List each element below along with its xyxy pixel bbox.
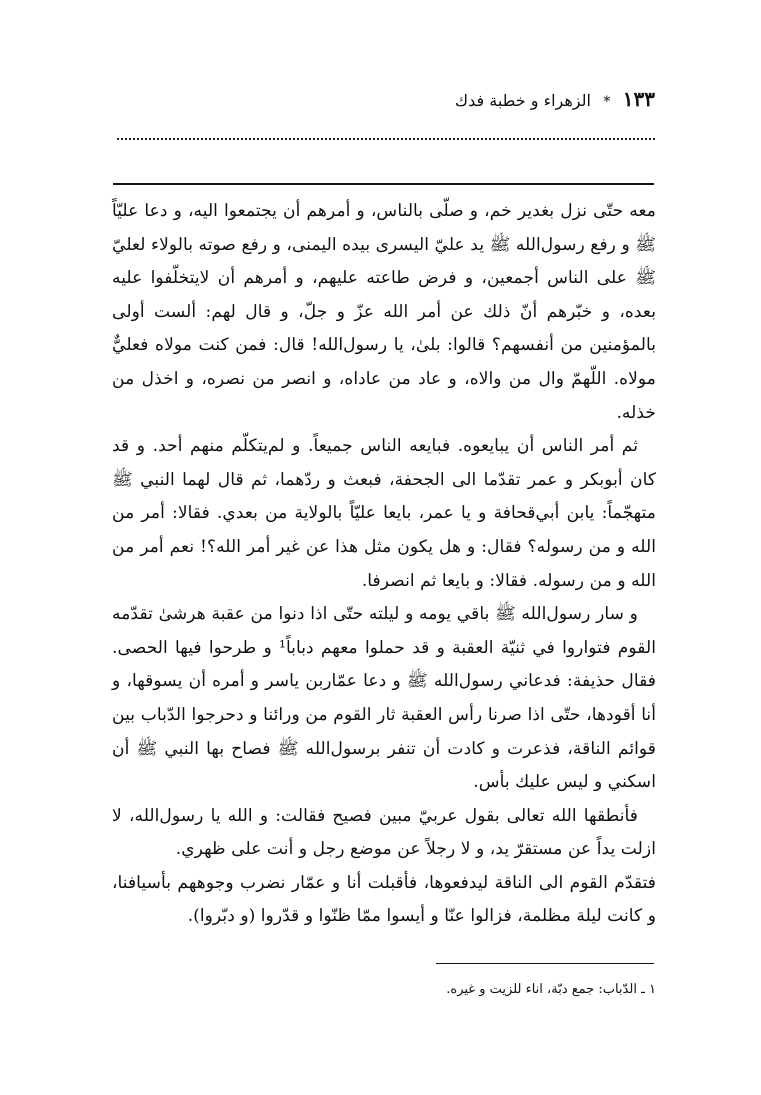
footnote-rule bbox=[436, 963, 654, 964]
footnote: ١ ـ الدّباب: جمع دبّة، اناء للزيت و غيره. bbox=[446, 982, 656, 997]
paragraph-1: معه حتّى نزل بغدير خم، و صلّى بالناس، و أمرهم أن يجتمعوا اليه، و دعا عليّاً ﷺ و رفع رسول‌الله ﷺ يد عليّ اليسرى بيده اليمنى، و رفع صوته بالولاء لعليّ ﷺ على الناس أجمعين، و فرض طاعته عليهم، و أمرهم أن لايتخلّفوا عليه بعده، و خبّرهم أنّ ذلك عن أمر الله عزّ و جلّ، و قال لهم: ألست أولى بالمؤمنين من أنفسهم؟ قالوا: بلىٰ، يا رسول‌الله! قال: فمن كنت مولاه فعليٌّ مولاه. اللّهمّ وال من والاه، و عاد من عاداه، و انصر من نصره، و اخذل من خذله. bbox=[112, 201, 656, 423]
running-header bbox=[110, 84, 655, 114]
header-separator: * bbox=[603, 94, 611, 110]
paragraph-3: و سار رسول‌الله ﷺ باقي يومه و ليلته حتّى اذا دنوا من عقبة هرشىٰ تقدّمه القوم فتواروا في ثنيّة العقبة و قد حملوا معهم دباباً¹ و طرحوا فيها الحصى. فقال حذيفة: فدعاني رسول‌الله ﷺ و دعا عمّاربن ياسر و أمره أن يسوقها، و أنا أقودها، حتّى اذا صرنا رأس العقبة ثار القوم من ورائنا و دحرجوا الدّباب بين قوائم الناقة، فذعرت و كادت أن تنفر برسول‌الله ﷺ فصاح بها النبي ﷺ أن اسكني و ليس عليك بأس. bbox=[112, 604, 657, 793]
paragraph-2: ثم أمر الناس أن يبايعوه. فبايعه الناس جميعاً. و لم‌يتكلّم منهم أحد. و قد كان أبوبكر و عمر تقدّما الى الجحفة، فبعث و ردّهما، ثم قال لهما النبي ﷺ متهجّماً: يابن أبي‌قحافة و يا عمر، بايعا عليّاً بالولاية من بعدي. فقالا: أمر من الله و من رسوله؟ فقال: و هل يكون مثل هذا عن غير أمر الله؟! نعم أمر من الله و من رسوله. فقالا: و بايعا ثم انصرفا. bbox=[112, 436, 656, 591]
paragraph-5: فتقدّم القوم الى الناقة ليدفعوها، فأقبلت أنا و عمّار نضرب وجوههم بأسيافنا، و كانت ليلة مظلمة، فزالوا عنّا و أيسوا ممّا ظنّوا و قدّروا (و دبّروا). bbox=[112, 872, 656, 927]
page-number: ١٣٣ bbox=[622, 87, 655, 111]
dotted-divider bbox=[117, 138, 655, 160]
paragraph-4: فأنطقها الله تعالى بقول عربيّ مبين فصيح فقالت: و الله يا رسول‌الله، لا ازلت يداً عن مستقرّ يد، و لا رجلاً عن موضع رجل و أنت على ظهري. bbox=[112, 805, 656, 860]
top-rule bbox=[113, 183, 654, 185]
main-text bbox=[112, 195, 656, 934]
running-title: الزهراء و خطبة فدك bbox=[454, 91, 591, 110]
